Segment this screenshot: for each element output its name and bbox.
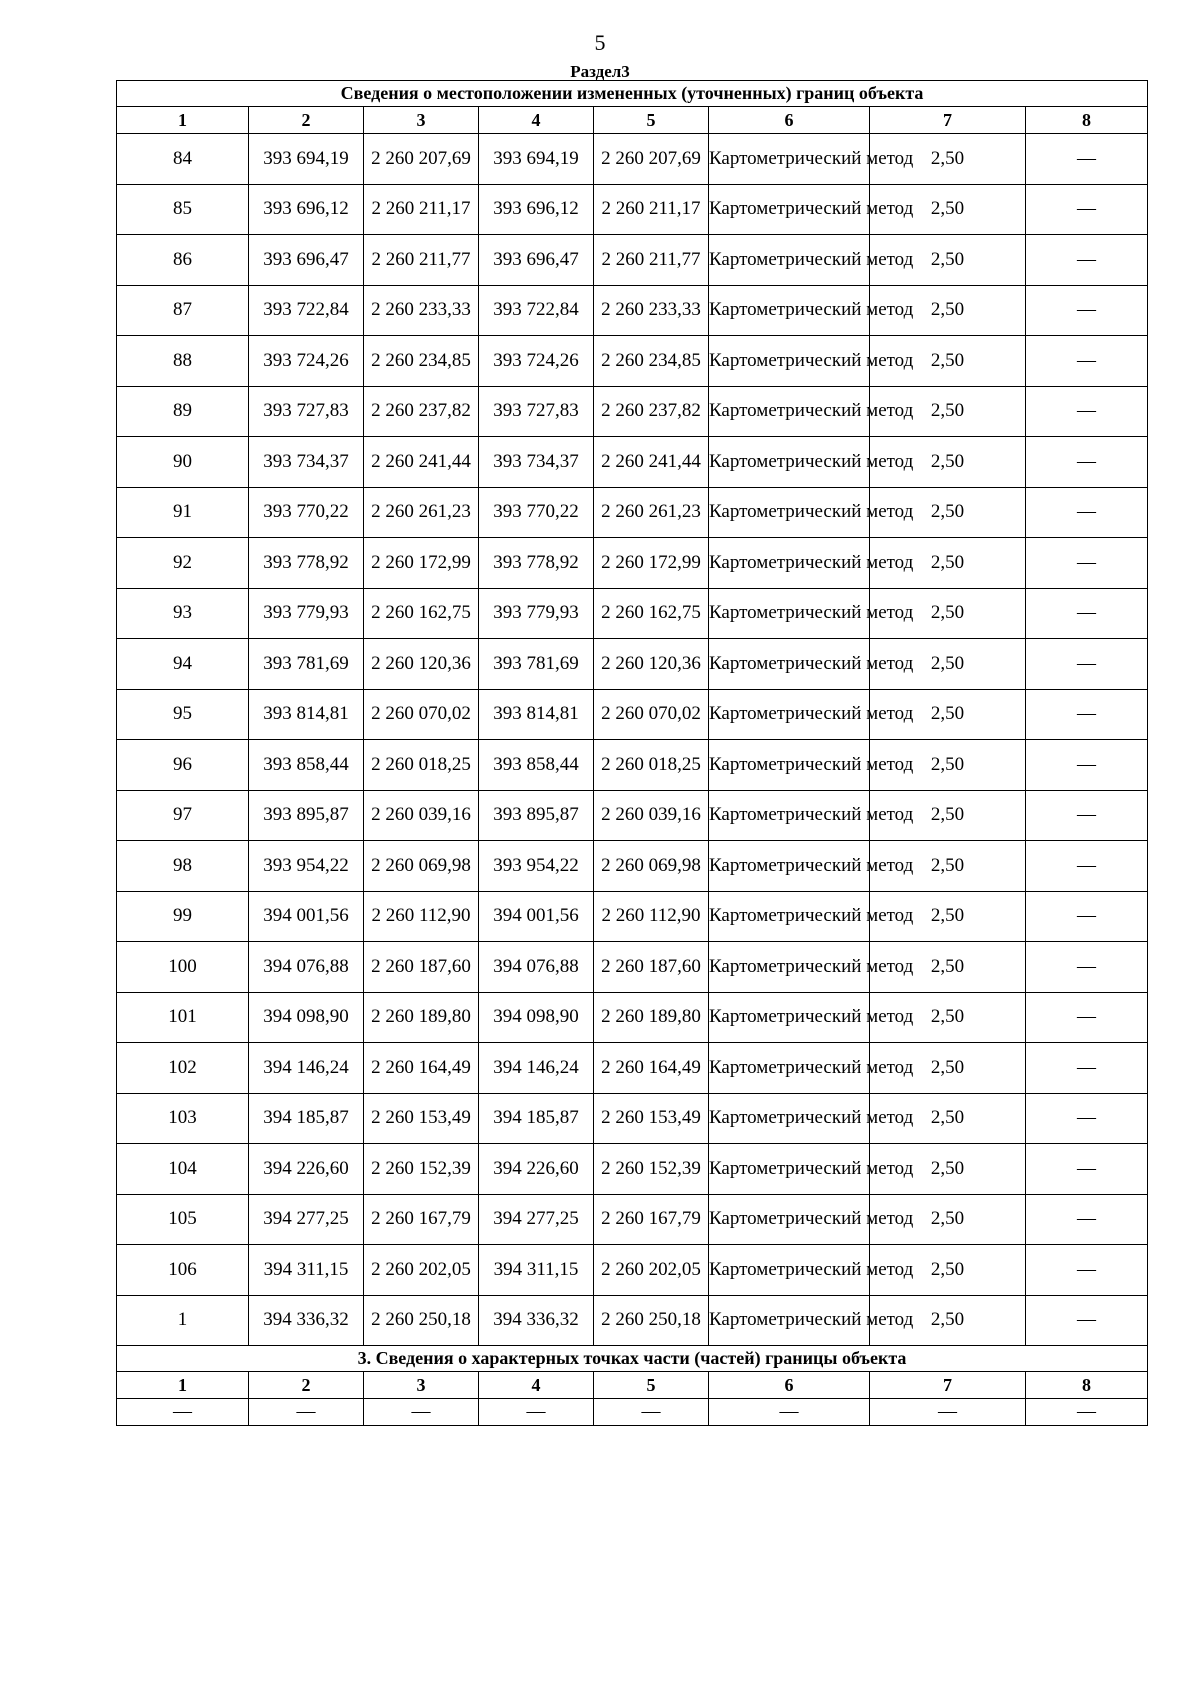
coord-y-new-cell: 2 260 120,36 [594,639,709,690]
table-row [117,841,1148,892]
coord-y-existing-cell: 2 260 233,33 [364,285,479,336]
point-number-cell: 106 [117,1245,249,1296]
point-number-cell: 84 [117,134,249,185]
column-header: 5 [594,107,709,134]
column-header: 1 [117,107,249,134]
method-cell: Картометрический метод [709,639,870,690]
coord-y-new-cell: 2 260 164,49 [594,1043,709,1094]
coord-x-existing-cell: 393 814,81 [249,689,364,740]
coord-x-existing-cell: 393 858,44 [249,740,364,791]
description-cell: — [1026,285,1148,336]
table-row [117,1399,1148,1426]
coord-x-existing-cell: 394 146,24 [249,1043,364,1094]
coord-y-new-cell: 2 260 069,98 [594,841,709,892]
accuracy-cell: 2,50 [870,1043,1026,1094]
coord-y-existing-cell: 2 260 202,05 [364,1245,479,1296]
empty-cell: — [709,1399,870,1426]
coord-y-existing-cell: 2 260 153,49 [364,1093,479,1144]
coord-y-existing-cell: 2 260 241,44 [364,437,479,488]
coord-x-existing-cell: 393 781,69 [249,639,364,690]
coord-y-existing-cell: 2 260 152,39 [364,1144,479,1195]
table-row [117,891,1148,942]
empty-cell: — [594,1399,709,1426]
description-cell: — [1026,336,1148,387]
coord-x-new-cell: 393 954,22 [479,841,594,892]
point-number-cell: 100 [117,942,249,993]
column-header: 8 [1026,107,1148,134]
accuracy-cell: 2,50 [870,992,1026,1043]
column-header: 3 [364,107,479,134]
coord-y-new-cell: 2 260 189,80 [594,992,709,1043]
coord-y-existing-cell: 2 260 039,16 [364,790,479,841]
accuracy-cell: 2,50 [870,891,1026,942]
coord-y-existing-cell: 2 260 189,80 [364,992,479,1043]
table-row [117,134,1148,185]
coord-y-existing-cell: 2 260 120,36 [364,639,479,690]
coord-y-existing-cell: 2 260 187,60 [364,942,479,993]
coord-y-new-cell: 2 260 202,05 [594,1245,709,1296]
table-row [117,1043,1148,1094]
empty-cell: — [1026,1399,1148,1426]
coord-x-existing-cell: 393 779,93 [249,588,364,639]
empty-cell: — [249,1399,364,1426]
empty-cell: — [870,1399,1026,1426]
coord-y-existing-cell: 2 260 207,69 [364,134,479,185]
point-number-cell: 93 [117,588,249,639]
method-cell: Картометрический метод [709,134,870,185]
description-cell: — [1026,538,1148,589]
column-header: 2 [249,107,364,134]
coord-y-new-cell: 2 260 207,69 [594,134,709,185]
page-number: 5 [594,30,606,55]
method-cell: Картометрический метод [709,285,870,336]
coord-x-existing-cell: 393 770,22 [249,487,364,538]
description-cell: — [1026,1144,1148,1195]
description-cell: — [1026,386,1148,437]
coord-x-existing-cell: 393 722,84 [249,285,364,336]
accuracy-cell: 2,50 [870,790,1026,841]
coord-x-new-cell: 393 722,84 [479,285,594,336]
table-row [117,437,1148,488]
point-number-cell: 87 [117,285,249,336]
description-cell: — [1026,134,1148,185]
point-number-cell: 104 [117,1144,249,1195]
boundary-table [116,80,1148,1426]
coord-x-existing-cell: 393 696,12 [249,184,364,235]
coord-y-existing-cell: 2 260 234,85 [364,336,479,387]
table-row [117,1295,1148,1346]
table-row [117,184,1148,235]
accuracy-cell: 2,50 [870,134,1026,185]
point-number-cell: 91 [117,487,249,538]
coord-y-existing-cell: 2 260 069,98 [364,841,479,892]
point-number-cell: 103 [117,1093,249,1144]
coord-x-existing-cell: 393 696,47 [249,235,364,286]
point-number-cell: 99 [117,891,249,942]
table-row [117,336,1148,387]
point-number-cell: 1 [117,1295,249,1346]
coord-x-new-cell: 394 311,15 [479,1245,594,1296]
accuracy-cell: 2,50 [870,487,1026,538]
table-row [117,689,1148,740]
description-cell: — [1026,184,1148,235]
coord-x-new-cell: 393 814,81 [479,689,594,740]
method-cell: Картометрический метод [709,891,870,942]
accuracy-cell: 2,50 [870,588,1026,639]
accuracy-cell: 2,50 [870,689,1026,740]
coord-y-new-cell: 2 260 112,90 [594,891,709,942]
description-cell: — [1026,487,1148,538]
method-cell: Картометрический метод [709,740,870,791]
coord-x-new-cell: 394 336,32 [479,1295,594,1346]
point-number-cell: 101 [117,992,249,1043]
point-number-cell: 105 [117,1194,249,1245]
column-header: 6 [709,1372,870,1399]
coord-y-existing-cell: 2 260 261,23 [364,487,479,538]
accuracy-cell: 2,50 [870,1194,1026,1245]
table-row [117,992,1148,1043]
point-number-cell: 96 [117,740,249,791]
description-cell: — [1026,841,1148,892]
accuracy-cell: 2,50 [870,184,1026,235]
coord-y-existing-cell: 2 260 211,77 [364,235,479,286]
description-cell: — [1026,588,1148,639]
point-number-cell: 97 [117,790,249,841]
coord-y-existing-cell: 2 260 162,75 [364,588,479,639]
method-cell: Картометрический метод [709,437,870,488]
column-header: 7 [870,107,1026,134]
coord-y-existing-cell: 2 260 172,99 [364,538,479,589]
method-cell: Картометрический метод [709,1194,870,1245]
accuracy-cell: 2,50 [870,235,1026,286]
coord-y-existing-cell: 2 260 167,79 [364,1194,479,1245]
coord-y-new-cell: 2 260 211,77 [594,235,709,286]
table-row [117,1093,1148,1144]
point-number-cell: 92 [117,538,249,589]
method-cell: Картометрический метод [709,1295,870,1346]
coord-x-new-cell: 393 895,87 [479,790,594,841]
coord-y-new-cell: 2 260 234,85 [594,336,709,387]
coord-y-existing-cell: 2 260 018,25 [364,740,479,791]
table-title: Сведения о местоположении измененных (уточненных) границ объекта [117,81,1148,107]
method-cell: Картометрический метод [709,1144,870,1195]
coord-y-existing-cell: 2 260 112,90 [364,891,479,942]
coord-x-new-cell: 393 696,12 [479,184,594,235]
description-cell: — [1026,1043,1148,1094]
table-row [117,1144,1148,1195]
coord-y-new-cell: 2 260 172,99 [594,538,709,589]
coord-x-existing-cell: 394 185,87 [249,1093,364,1144]
coord-y-new-cell: 2 260 167,79 [594,1194,709,1245]
description-cell: — [1026,891,1148,942]
table-row [117,1194,1148,1245]
coord-y-existing-cell: 2 260 211,17 [364,184,479,235]
point-number-cell: 94 [117,639,249,690]
table-row [117,790,1148,841]
coord-y-new-cell: 2 260 152,39 [594,1144,709,1195]
coord-x-new-cell: 393 858,44 [479,740,594,791]
accuracy-cell: 2,50 [870,1144,1026,1195]
coord-y-new-cell: 2 260 153,49 [594,1093,709,1144]
coord-x-new-cell: 394 146,24 [479,1043,594,1094]
column-header: 4 [479,1372,594,1399]
coord-x-existing-cell: 393 895,87 [249,790,364,841]
method-cell: Картометрический метод [709,992,870,1043]
coord-x-new-cell: 394 277,25 [479,1194,594,1245]
method-cell: Картометрический метод [709,235,870,286]
method-cell: Картометрический метод [709,790,870,841]
description-cell: — [1026,740,1148,791]
column-header: 1 [117,1372,249,1399]
table-subsection-title: 3. Сведения о характерных точках части (частей) границы объекта [117,1346,1148,1372]
accuracy-cell: 2,50 [870,336,1026,387]
accuracy-cell: 2,50 [870,1295,1026,1346]
coord-x-new-cell: 393 724,26 [479,336,594,387]
coord-x-new-cell: 393 727,83 [479,386,594,437]
point-number-cell: 85 [117,184,249,235]
coord-x-existing-cell: 393 734,37 [249,437,364,488]
accuracy-cell: 2,50 [870,437,1026,488]
coord-x-existing-cell: 394 277,25 [249,1194,364,1245]
coord-y-new-cell: 2 260 039,16 [594,790,709,841]
column-header: 2 [249,1372,364,1399]
table-row [117,538,1148,589]
accuracy-cell: 2,50 [870,639,1026,690]
coord-y-new-cell: 2 260 211,17 [594,184,709,235]
table-row [117,1245,1148,1296]
table-row [117,386,1148,437]
method-cell: Картометрический метод [709,1043,870,1094]
coord-x-new-cell: 393 778,92 [479,538,594,589]
accuracy-cell: 2,50 [870,1093,1026,1144]
coord-y-existing-cell: 2 260 164,49 [364,1043,479,1094]
description-cell: — [1026,1093,1148,1144]
table-row [117,639,1148,690]
coord-x-existing-cell: 394 311,15 [249,1245,364,1296]
point-number-cell: 95 [117,689,249,740]
method-cell: Картометрический метод [709,1093,870,1144]
method-cell: Картометрический метод [709,689,870,740]
method-cell: Картометрический метод [709,841,870,892]
coord-x-new-cell: 393 696,47 [479,235,594,286]
empty-cell: — [117,1399,249,1426]
coord-y-existing-cell: 2 260 250,18 [364,1295,479,1346]
coord-y-new-cell: 2 260 187,60 [594,942,709,993]
description-cell: — [1026,992,1148,1043]
coord-y-new-cell: 2 260 241,44 [594,437,709,488]
column-header: 5 [594,1372,709,1399]
coord-y-new-cell: 2 260 018,25 [594,740,709,791]
table-row [117,487,1148,538]
coord-x-existing-cell: 394 098,90 [249,992,364,1043]
coord-x-new-cell: 394 076,88 [479,942,594,993]
coord-x-new-cell: 394 226,60 [479,1144,594,1195]
coord-y-new-cell: 2 260 233,33 [594,285,709,336]
coord-x-new-cell: 394 098,90 [479,992,594,1043]
accuracy-cell: 2,50 [870,285,1026,336]
empty-cell: — [479,1399,594,1426]
point-number-cell: 86 [117,235,249,286]
description-cell: — [1026,1295,1148,1346]
coord-x-existing-cell: 393 724,26 [249,336,364,387]
coord-x-new-cell: 394 001,56 [479,891,594,942]
method-cell: Картометрический метод [709,588,870,639]
coord-x-new-cell: 393 770,22 [479,487,594,538]
coord-x-existing-cell: 394 076,88 [249,942,364,993]
coord-y-new-cell: 2 260 070,02 [594,689,709,740]
method-cell: Картометрический метод [709,386,870,437]
description-cell: — [1026,689,1148,740]
coord-x-new-cell: 393 781,69 [479,639,594,690]
description-cell: — [1026,437,1148,488]
coord-x-existing-cell: 393 778,92 [249,538,364,589]
empty-cell: — [364,1399,479,1426]
column-header: 6 [709,107,870,134]
description-cell: — [1026,942,1148,993]
accuracy-cell: 2,50 [870,538,1026,589]
description-cell: — [1026,1194,1148,1245]
column-header: 7 [870,1372,1026,1399]
coord-y-existing-cell: 2 260 070,02 [364,689,479,740]
accuracy-cell: 2,50 [870,386,1026,437]
column-header: 4 [479,107,594,134]
point-number-cell: 90 [117,437,249,488]
description-cell: — [1026,639,1148,690]
description-cell: — [1026,235,1148,286]
point-number-cell: 88 [117,336,249,387]
table-row [117,588,1148,639]
accuracy-cell: 2,50 [870,740,1026,791]
coord-y-new-cell: 2 260 162,75 [594,588,709,639]
coord-y-existing-cell: 2 260 237,82 [364,386,479,437]
accuracy-cell: 2,50 [870,1245,1026,1296]
coord-x-new-cell: 393 779,93 [479,588,594,639]
coord-x-existing-cell: 394 226,60 [249,1144,364,1195]
column-header: 8 [1026,1372,1148,1399]
table-row [117,285,1148,336]
table-row [117,235,1148,286]
coord-x-existing-cell: 393 727,83 [249,386,364,437]
method-cell: Картометрический метод [709,1245,870,1296]
coord-x-existing-cell: 393 954,22 [249,841,364,892]
description-cell: — [1026,1245,1148,1296]
coord-x-new-cell: 393 694,19 [479,134,594,185]
table-row [117,740,1148,791]
coord-y-new-cell: 2 260 261,23 [594,487,709,538]
method-cell: Картометрический метод [709,336,870,387]
coord-x-existing-cell: 394 336,32 [249,1295,364,1346]
section-label: Раздел3 [570,62,630,81]
method-cell: Картометрический метод [709,184,870,235]
method-cell: Картометрический метод [709,942,870,993]
column-header: 3 [364,1372,479,1399]
coord-y-new-cell: 2 260 237,82 [594,386,709,437]
table-row [117,942,1148,993]
method-cell: Картометрический метод [709,538,870,589]
coord-x-new-cell: 394 185,87 [479,1093,594,1144]
description-cell: — [1026,790,1148,841]
method-cell: Картометрический метод [709,487,870,538]
point-number-cell: 102 [117,1043,249,1094]
accuracy-cell: 2,50 [870,942,1026,993]
point-number-cell: 98 [117,841,249,892]
coord-x-existing-cell: 393 694,19 [249,134,364,185]
coord-y-new-cell: 2 260 250,18 [594,1295,709,1346]
coord-x-new-cell: 393 734,37 [479,437,594,488]
point-number-cell: 89 [117,386,249,437]
coord-x-existing-cell: 394 001,56 [249,891,364,942]
accuracy-cell: 2,50 [870,841,1026,892]
